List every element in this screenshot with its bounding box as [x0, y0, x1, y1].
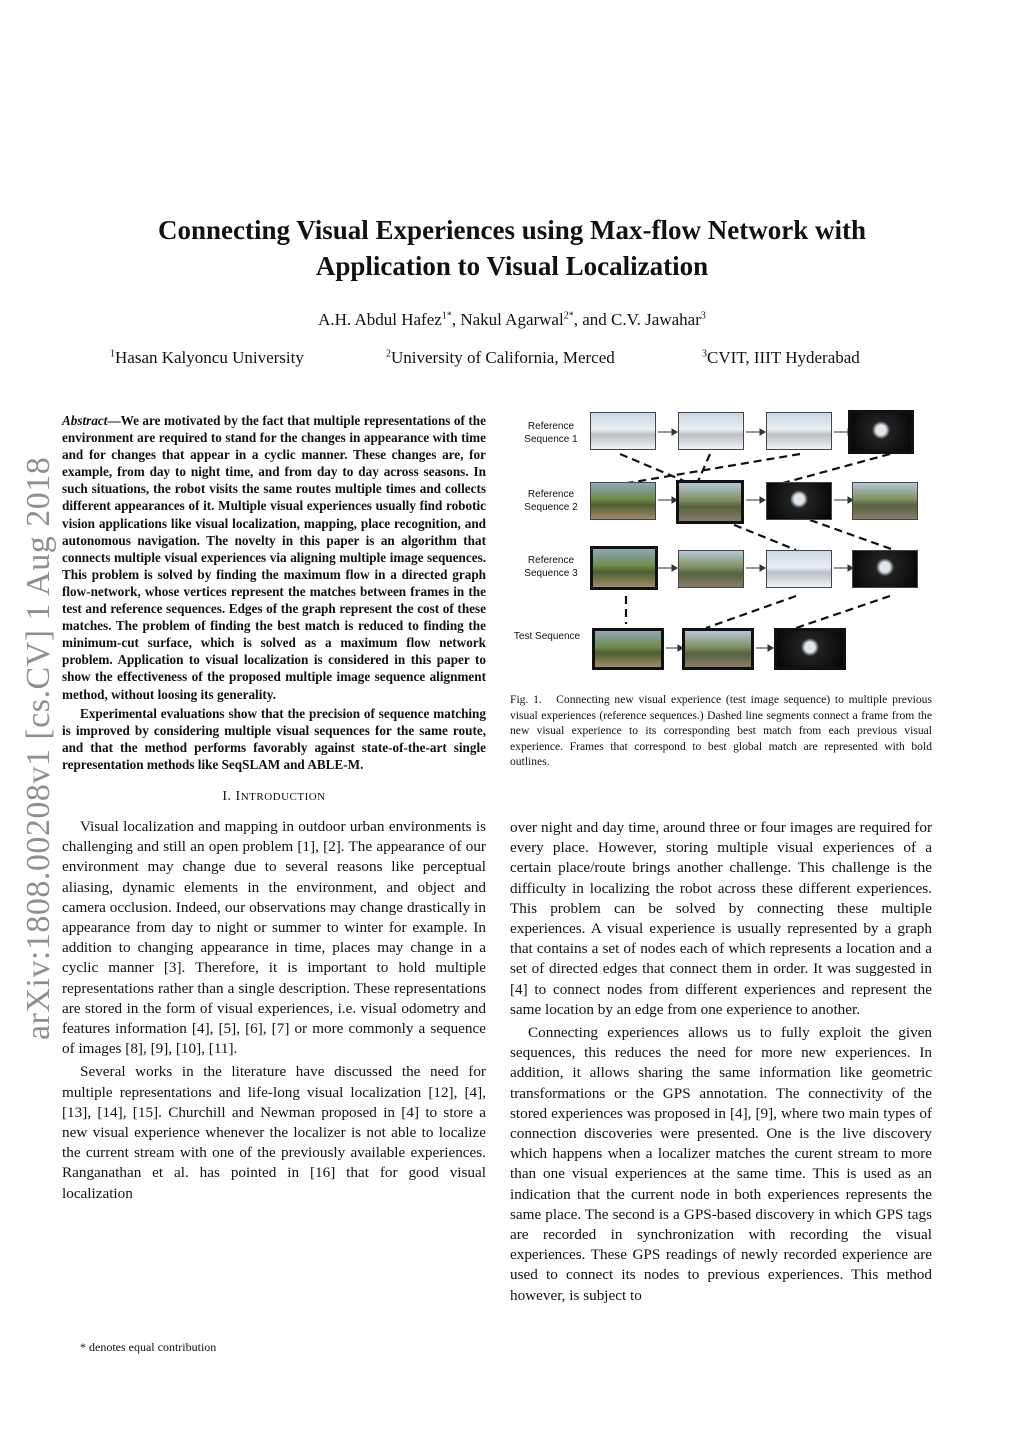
section-title-rest: NTRODUCTION: [240, 790, 326, 803]
frame-thumbnail-best-match: [676, 480, 744, 524]
author-list: A.H. Abdul Hafez$^{1*}$, Nakul Agarwal$^{2*}$, and C.V. Jawahar$^3$: [318, 310, 706, 329]
paper-title: [60, 212, 964, 284]
title-line-1: Connecting Visual Experiences using Max-flow Network with: [158, 215, 866, 245]
sequence-label: Test Sequence: [513, 631, 581, 642]
caption-text: Connecting new visual experience (test image sequence) to multiple previous visual experiences (reference sequences.) Dashed line segments connect a frame from the new visual experience to its corresponding best match from each previous visual experience. Frames that correspond to best global match are represented with bold outlines.: [510, 693, 932, 768]
caption-label: Fig. 1.: [510, 693, 542, 706]
abstract-paragraph-2: Experimental evaluations show that the precision of sequence matching is improved by considering multiple visual sequences for the same route, and that the method performs favorably against state-of-the-art single representation methods like SeqSLAM and ABLE-M.: [62, 705, 486, 772]
right-column: [510, 818, 932, 1306]
left-column: [62, 412, 486, 1204]
frame-thumbnail: [766, 412, 832, 450]
author-name: Nakul Agarwal: [460, 310, 564, 329]
frame-thumbnail: [852, 550, 918, 588]
affiliation-name: University of California, Merced: [391, 348, 615, 367]
affiliation-name: CVIT, IIIT Hyderabad: [707, 348, 860, 367]
frame-thumbnail: [590, 482, 656, 520]
frame-thumbnail: [590, 412, 656, 450]
abstract-text: We are motivated by the fact that multiple representations of the environment are required to stand for the changes in appearance with time and for changes that appear in a cyclic manner. These changes are, for example, from day to night time, and from day to day across seasons. In such situations, the robot visits the same routes multiple times and collects different appearances of it. Multiple visual experiences usually find robotic vision applications like visual localization, mapping, place recognition, and autonomous navigation. The novelty in this paper is an algorithm that connects multiple visual experiences via aligning multiple image sequences. This problem is solved by finding the maximum flow in a directed graph flow-network, whose vertices represent the matches between frames in the test and reference sequences. Edges of the graph represent the cost of these matches. The problem of finding the best match is reduced to finding the minimum-cut surface, which is solved as a maximum flow network problem. Application to visual localization is considered in this paper to show the effectiveness of the proposed multiple image sequence alignment method, without loosing its generality.: [62, 413, 486, 702]
section-heading-introduction: [62, 789, 486, 805]
intro-paragraph: over night and day time, around three or four images are required for every place. However, storing multiple visual experiences of a certain place/route brings another challenge. This challenge is the difficulty in localizing the robot across these different experiences. This problem can be solved by connecting these multiple experiences. A visual experience is usually represented by a graph that contains a set of nodes each of which represents a location and a set of directed edges that connect them in order. It was suggested in [4] to connect nodes from different experiences and represent the same location by an edge from one experience to another.: [510, 819, 932, 1018]
abstract-dash: —: [107, 413, 121, 428]
affiliation: [702, 348, 860, 368]
arxiv-identifier: arXiv:1808.00208v1 [cs.CV] 1 Aug 2018: [20, 456, 57, 1040]
sequence-label: Reference Sequence 1: [524, 421, 578, 445]
figure-1-caption: [510, 692, 932, 770]
frame-thumbnail: [678, 412, 744, 450]
affiliation: [110, 348, 304, 368]
test-frame-thumbnail: [592, 628, 664, 670]
affiliation-mark: 3: [702, 348, 707, 360]
section-numeral: I.: [222, 788, 232, 804]
frame-thumbnail: [678, 550, 744, 588]
affiliation-mark: 2: [386, 348, 391, 360]
author-mark: 2*: [563, 310, 574, 322]
abstract-paragraph-1: [62, 412, 486, 703]
intro-paragraph: Several works in the literature have discussed the need for multiple representations and life-long visual localization [12], [4], [13], [14], [15]. Churchill and Newman proposed in [4] to store a new visual experience whenever the localizer is not able to localize the current stream with one of the previously available experiences. Ranganathan et al. has pointed in [16] that for good visual localization: [62, 1063, 486, 1202]
sequence-label: Reference Sequence 3: [524, 555, 578, 579]
footnote: * denotes equal contribution: [80, 1340, 217, 1354]
author-name: and C.V. Jawahar: [582, 310, 701, 329]
frame-thumbnail: [766, 550, 832, 588]
affiliation-name: Hasan Kalyoncu University: [115, 348, 304, 367]
frame-thumbnail-best-match: [590, 546, 658, 590]
author-mark: 3: [700, 310, 706, 322]
abstract-label: Abstract: [62, 413, 108, 428]
frame-thumbnail-best-match: [848, 410, 914, 454]
affiliation-mark: 1: [110, 348, 115, 360]
test-frame-thumbnail: [682, 628, 754, 670]
affiliation: [386, 348, 615, 368]
frame-thumbnail: [766, 482, 832, 520]
dashed-link: [810, 520, 894, 550]
title-line-2: Application to Visual Localization: [315, 251, 709, 281]
figure-1: [510, 400, 930, 680]
dashed-link: [796, 596, 890, 628]
intro-paragraph: Visual localization and mapping in outdoor urban environments is challenging and still an open problem [1], [2]. The appearance of our environment may change due to several reasons like perceptual aliasing, dynamic elements in the environment, and object and camera occlusion. Indeed, our observations may change drastically in appearance from day to night or summer to winter for example. In addition to changing appearance in time, places may change in a cyclic manner [3]. Therefore, it is important to hold multiple representations rather than a single description. These representations are stored in the form of visual experiences, i.e. visual odometry and features information [4], [5], [6], [7] or more commonly a sequence of images [8], [9], [10], [11].: [62, 817, 486, 1058]
author-name: A.H. Abdul Hafez: [318, 310, 442, 329]
sequence-label: Reference Sequence 2: [524, 489, 578, 513]
intro-paragraph: Connecting experiences allows us to fully exploit the given sequences, this reduces the need for more new experiences. In addition, it allows sharing the same information like geometric transformations or the GPS annotation. The connectivity of the stored experiences was proposed in [4], [9], where two main types of connection discoveries were presented. One is the live discovery which happens when a localizer matches the curent stream to more than one visual experiences at the same time. This is used as an indication that the current node in both experiences represents the same place. The second is a GPS-based discovery in which GPS tags are recorded in synchronization with recording the visual experiences. These GPS readings of newly recorded experience are used to connect its nodes to previous experiences. This method however, is subject to: [510, 1024, 932, 1304]
author-mark: 1*: [441, 310, 452, 322]
test-frame-thumbnail: [774, 628, 846, 670]
frame-thumbnail: [852, 482, 918, 520]
dashed-link: [722, 520, 796, 550]
dashed-link: [706, 596, 796, 628]
section-title-initial: I: [235, 788, 241, 804]
